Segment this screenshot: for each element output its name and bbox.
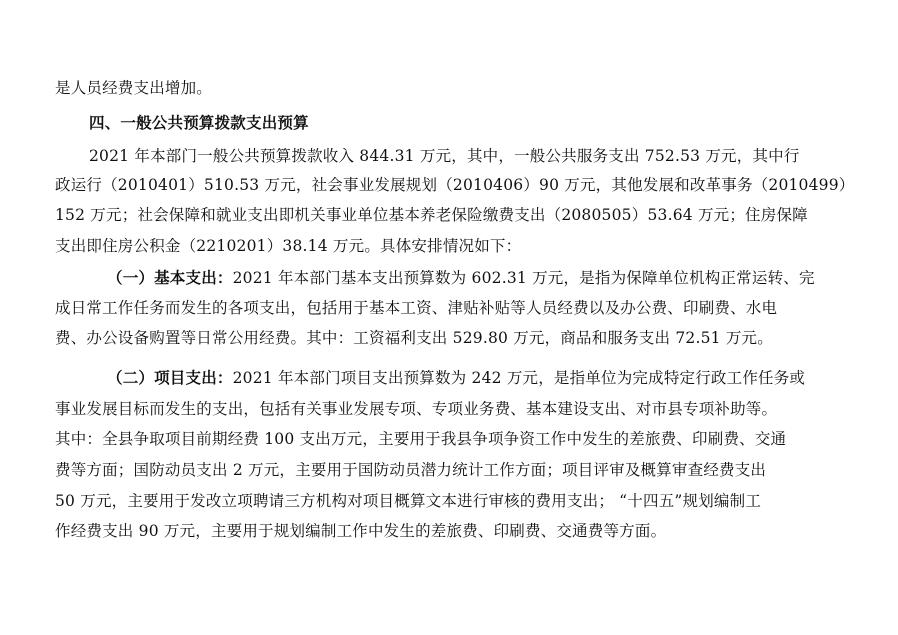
text-line: 152 万元；社会保障和就业支出即机关事业单位基本养老保险缴费支出（2080505）53.64 万元；住房保障: [55, 206, 808, 224]
subsection-label: （二）项目支出：: [107, 368, 233, 387]
paragraph-line: [107, 368, 805, 388]
text-span: 2021 年本部门项目支出预算数为 242 万元，是指单位为完成特定行政工作任务或: [232, 369, 806, 387]
text-line: 50 万元，主要用于发改立项聘请三方机构对项目概算文本进行审核的费用支出； “十四五”规划编制工: [55, 492, 762, 510]
text-line: 作经费支出 90 万元，主要用于规划编制工作中发生的差旅费、印刷费、交通费等方面。: [55, 522, 667, 540]
text-line: 费等方面；国防动员支出 2 万元，主要用于国防动员潜力统计工作方面；项目评审及概算审查经费支出: [55, 461, 767, 479]
text-line: 是人员经费支出增加。: [55, 79, 213, 97]
text-line: 成日常工作任务而发生的各项支出，包括用于基本工资、津贴补贴等人员经费以及办公费、印刷费、水电: [55, 299, 778, 317]
text-line: 政运行（2010401）510.53 万元，社会事业发展规划（2010406）90 万元，其他发展和改革事务（2010499）: [55, 176, 855, 194]
subsection-label: （一）基本支出：: [107, 268, 233, 287]
text-line: 2021 年本部门一般公共预算拨款收入 844.31 万元，其中，一般公共服务支出 752.53 万元，其中行: [89, 147, 800, 165]
text-line: 费、办公设备购置等日常公用经费。其中：工资福利支出 529.80 万元，商品和服务支出 72.51 万元。: [55, 329, 773, 347]
text-line: 其中：全县争取项目前期经费 100 支出万元，主要用于我县争项争资工作中发生的差旅费、印刷费、交通: [55, 430, 787, 448]
text-span: 2021 年本部门基本支出预算数为 602.31 万元，是指为保障单位机构正常运转、完: [232, 269, 815, 287]
section-heading: 四、一般公共预算拨款支出预算: [89, 113, 309, 132]
text-line: 支出即住房公积金（2210201）38.14 万元。具体安排情况如下：: [55, 237, 522, 255]
text-line: 事业发展目标而发生的支出，包括有关事业发展专项、专项业务费、基本建设支出、对市县专项补助等。: [55, 400, 778, 418]
paragraph-line: [107, 268, 815, 288]
